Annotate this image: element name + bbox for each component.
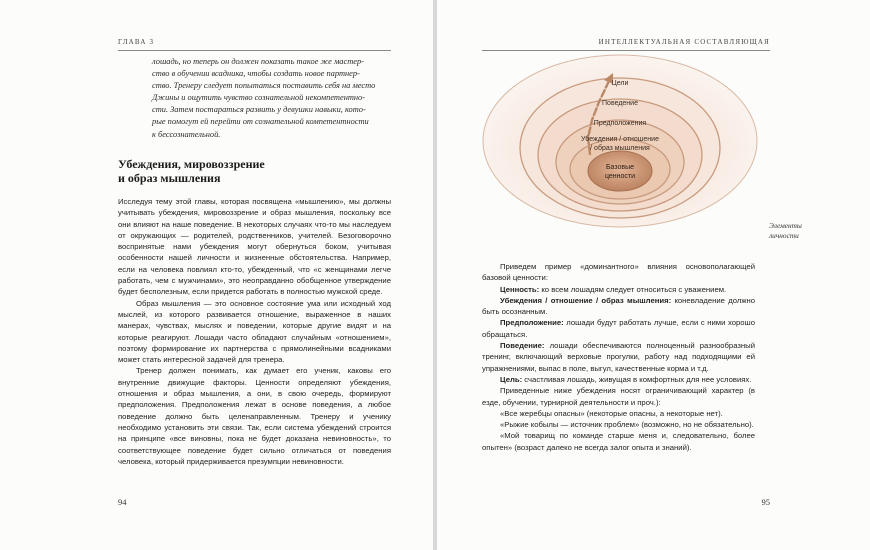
paragraph: Образ мышления — это основное состояние ума или исходный ход мыслей, из которого развивается отношение, выраженное в наших манерах, чувствах, мыслях и поведении, которые другие видят и на которые реагируют. Лошади часто обладают случайным «отношением», поэтому формирование их партнерства с прямолинейными всадниками может стать интересной задачей для тренера. <box>118 298 391 365</box>
page-number: 95 <box>761 497 770 507</box>
running-head-chapter: ГЛАВА 3 <box>118 38 155 46</box>
definition-assumption <box>482 317 755 340</box>
caption-line: Элементы <box>769 221 802 230</box>
italic-line: лошадь, но теперь он должен показать такое же мастер- <box>152 57 364 66</box>
label-beliefs-line1: Убеждения / отношение <box>581 136 659 143</box>
definition-goal <box>482 374 755 385</box>
label-core-line2: ценности <box>604 173 636 180</box>
label-core-line1: Базовые <box>605 164 635 171</box>
label-beliefs-line2: / образ мышления <box>590 145 650 152</box>
definition-text: счастливая лошадь, живущая в комфортных для нее условиях. <box>522 374 752 384</box>
right-body-text <box>482 261 755 453</box>
definition-term: Ценность: <box>500 284 540 294</box>
definition-term: Поведение: <box>500 341 545 351</box>
definition-text: лошади обеспечиваются полноценный разнообразный тренинг, включающий верховые прогулки, работу над подходящими ей упражнениями, выпас в поле, выгул, качественные корма и т.д. <box>482 341 755 373</box>
quote: «Мой товарищ по команде старше меня и, следовательно, более опытен» (возраст далеко не всегда залог опыта и знаний). <box>482 431 755 452</box>
personality-elements-diagram <box>482 53 758 233</box>
ring-core-values <box>588 151 652 191</box>
definition-term: Предположение: <box>500 318 564 328</box>
caption-line: личности <box>769 230 799 240</box>
running-head-section: ИНТЕЛЛЕКТУАЛЬНАЯ СОСТАВЛЯЮЩАЯ <box>598 38 770 46</box>
left-page <box>0 0 433 550</box>
italic-continuation <box>152 56 392 141</box>
header-rule <box>118 50 391 51</box>
quote: «Рыжие кобылы — источник проблем» (возможно, но не обязательно). <box>500 420 754 430</box>
definition-text: коневладение должно быть осознанным. <box>482 295 755 317</box>
italic-line: Джины и ощутить чувство сознательной некомпетентно- <box>152 93 366 103</box>
italic-line: ство. Тренеру следует попытаться поставить себя на место <box>152 81 376 91</box>
label-behavior: Поведение <box>602 100 638 107</box>
label-assumptions: Предположения <box>593 120 647 127</box>
italic-line: сти. Затем постараться развить у девушки навыки, кото- <box>152 105 366 115</box>
label-goals: Цели <box>611 80 629 87</box>
italic-line: к бессознательной. <box>152 129 221 139</box>
section-heading <box>118 157 368 185</box>
example-intro: Приведем пример «доминантного» влияния основополагающей базовой ценности: <box>482 262 755 283</box>
heading-line: и образ мышления <box>118 171 221 185</box>
definition-behavior <box>482 340 755 374</box>
paragraph: Исследуя тему этой главы, которая посвящена «мышлению», мы должны учитывать убеждения, мировоззрение и образ мышления, поскольку все они влияют на наше поведение. В некоторых случаях что-то мы наследуем от окружающих — родителей, родственников, учителей. Безоговорочно воспринятые нами убеждения могут обернуться боком, учитывая особенности нашей личности и жизненные обстоятельства. Например, если на человека повлиял кто-то, убежденный, что «с женщинами легче работать, чем с мужчинами», это неоправданно обобщенное утверждение будет бесполезным, если придется работать в полностью мужской среде. <box>118 197 391 297</box>
definition-text: ко всем лошадям следует относиться с уважением. <box>539 284 727 294</box>
heading-line: Убеждения, мировоззрение <box>118 157 265 171</box>
italic-line: ство в обучении всадника, чтобы создать новое партнер- <box>152 69 360 79</box>
header-rule <box>482 50 770 51</box>
quote: «Все жеребцы опасны» (некоторые опасны, а некоторые нет). <box>500 408 723 418</box>
figure-caption <box>769 221 833 240</box>
left-body-text <box>118 196 391 467</box>
definition-term: Цель: <box>500 374 523 384</box>
page-number: 94 <box>118 497 127 507</box>
definition-beliefs <box>482 295 755 318</box>
definition-text: лошади будут работать лучше, если с ними хорошо обращаться. <box>482 318 755 339</box>
italic-line: рые помогут ей перейти от сознательной компетентности <box>152 117 369 127</box>
definition-value <box>482 284 755 295</box>
paragraph: Тренер должен понимать, как думает его ученик, каковы его внутренние движущие факторы. Ценности определяют убеждения, отношения и образ мышления, а они, в свою очередь, формируют предположения. Предположения лежат в основе поведения, а любое поведение должно быть целенаправленным. Тренеру и ученику необходимо установить эти связи. Так, если система убеждений строится на принципе «все виновны, пока не будет доказана невиновность», то соответствующее поведение будет сильно отличаться от поведения человека, который придерживается презумпции невиновности. <box>118 366 391 466</box>
limiting-intro: Приведенные ниже убеждения носят ограничивающий характер (в езде, обучении, турнирной деятельности и проч.): <box>482 386 755 407</box>
definition-term: Убеждения / отношение / образ мышления: <box>500 295 672 305</box>
